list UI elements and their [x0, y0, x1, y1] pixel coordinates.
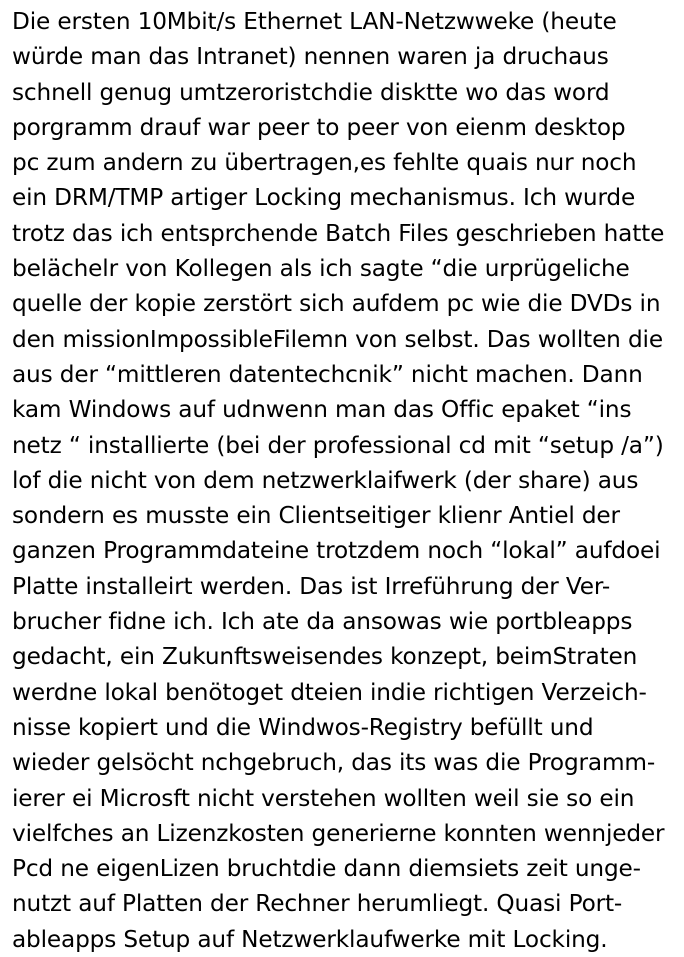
text-line: vielfches an Lizenzkosten generierne konnten wennjeder	[12, 819, 665, 847]
text-line: kam Windows auf udnwenn man das Offic epaket “ins	[12, 396, 632, 424]
text-line: Platte installeirt werden. Das ist Irreführung der Ver-	[12, 572, 611, 600]
text-line: Die ersten 10Mbit/s Ethernet LAN-Netzwweke (heute	[12, 8, 617, 35]
text-line: netz “ installierte (bei der professional cd mit “setup /a”)	[12, 431, 664, 459]
text-line: pc zum andern zu übertragen,es fehlte quais nur noch	[12, 149, 637, 177]
text-line: würde man das Intranet) nennen waren ja druchaus	[12, 43, 609, 71]
text-line: lof die nicht von dem netzwerklaifwerk (der share) aus	[12, 466, 639, 494]
text-line: wieder gelsöcht nchgebruch, das its was die Programm-	[12, 749, 656, 777]
text-line: werdne lokal benötoget dteien indie richtigen Verzeich-	[12, 678, 647, 706]
text-line: ableapps Setup auf Netzwerklaufwerke mit Locking.	[12, 925, 608, 953]
body-text	[12, 4, 682, 957]
text-line: ein DRM/TMP artiger Locking mechanismus. Ich wurde	[12, 184, 636, 212]
text-line: quelle der kopie zerstört sich aufdem pc wie die DVDs in	[12, 290, 661, 318]
text-line: den missionImpossibleFilemn von selbst. Das wollten die	[12, 325, 663, 353]
text-line: nutzt auf Platten der Rechner herumliegt. Quasi Port-	[12, 890, 623, 918]
text-line: schnell genug umtzeroristchdie disktte wo das word	[12, 78, 610, 106]
text-line: ierer ei Microsft nicht verstehen wollten weil sie so ein	[12, 784, 635, 812]
text-line: brucher fidne ich. Ich ate da ansowas wie portbleapps	[12, 608, 633, 636]
text-line: porgramm drauf war peer to peer von eienm desktop	[12, 113, 626, 141]
text-line: belächelr von Kollegen als ich sagte “die urprügeliche	[12, 255, 630, 283]
text-line: sondern es musste ein Clientseitiger klienr Antiel der	[12, 502, 620, 530]
text-line: gedacht, ein Zukunftsweisendes konzept, beimStraten	[12, 643, 638, 671]
text-line: Pcd ne eigenLizen bruchtdie dann diemsiets zeit unge-	[12, 855, 641, 883]
text-line: nisse kopiert und die Windwos-Registry befüllt und	[12, 713, 594, 741]
text-line: trotz das ich entsprchende Batch Files geschrieben hatte	[12, 219, 665, 247]
text-line: ganzen Programmdateine trotzdem noch “lokal” aufdoei	[12, 537, 661, 565]
text-line: aus der “mittleren datentechcnik” nicht machen. Dann	[12, 360, 643, 388]
